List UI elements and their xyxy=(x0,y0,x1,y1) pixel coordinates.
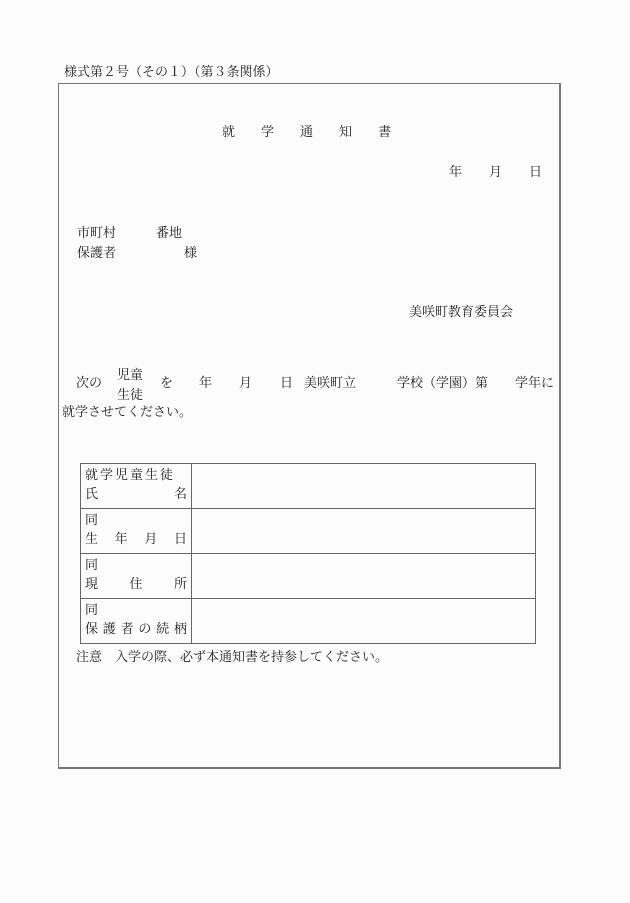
label-line2 xyxy=(85,575,187,594)
stack-student: 生徒 xyxy=(117,388,144,403)
student-name-field[interactable] xyxy=(192,464,536,509)
form-number-label: 様式第２号（その１）（第３条関係） xyxy=(64,65,279,80)
date-year: 年 xyxy=(449,165,463,180)
recipient-name xyxy=(77,247,197,260)
title-char: 就 xyxy=(222,125,236,140)
student-info-table xyxy=(80,463,536,644)
guardian-label: 保護者 xyxy=(77,246,117,261)
sentence-school-prefix: 美咲町立 xyxy=(304,376,357,391)
sentence-year: 年 xyxy=(199,376,213,391)
label-line2 xyxy=(85,485,187,504)
issuer: 美咲町教育委員会 xyxy=(409,305,514,320)
row-label xyxy=(81,554,192,599)
label-char: 年 xyxy=(114,532,128,547)
sentence-grade-suffix: 学年に xyxy=(515,376,555,391)
title-char: 通 xyxy=(300,125,314,140)
sentence-school-suffix: 学校（学園）第 xyxy=(397,376,489,391)
sentence-particle: を xyxy=(160,376,174,391)
label-line2 xyxy=(85,620,187,639)
table-row xyxy=(81,599,536,644)
address-municipality: 市町村 xyxy=(77,226,117,241)
stack-child: 児童 xyxy=(117,368,144,383)
label-char: 現 xyxy=(85,577,99,592)
label-char: 生 xyxy=(85,532,99,547)
table-row xyxy=(81,464,536,509)
date-month: 月 xyxy=(489,165,503,180)
title-char: 学 xyxy=(261,125,275,140)
guardian-relationship-field[interactable] xyxy=(192,599,536,644)
table-row xyxy=(81,509,536,554)
document-frame xyxy=(58,83,561,769)
title-char: 知 xyxy=(339,125,353,140)
label-char: 護 xyxy=(102,622,116,637)
date-day: 日 xyxy=(529,165,543,180)
label-char: 月 xyxy=(144,532,158,547)
row-label xyxy=(81,509,192,554)
issue-date xyxy=(449,166,569,179)
document-title xyxy=(222,126,417,139)
label-char: 住 xyxy=(129,577,143,592)
student-type-stack xyxy=(117,366,147,406)
label-char: 名 xyxy=(173,487,187,502)
label-line2 xyxy=(85,530,187,549)
label-char: の xyxy=(138,622,152,637)
label-char: 者 xyxy=(120,622,134,637)
birthdate-field[interactable] xyxy=(192,509,536,554)
sentence-line2: 就学させてください。 xyxy=(62,405,193,420)
address-lot: 番地 xyxy=(156,226,183,241)
sentence-day: 日 xyxy=(280,376,294,391)
sentence-month: 月 xyxy=(239,376,253,391)
honorific: 様 xyxy=(184,246,198,261)
label-char: 氏 xyxy=(85,487,99,502)
label-line1: 就学児童生徒 xyxy=(85,468,176,483)
table-row xyxy=(81,554,536,599)
label-char: 日 xyxy=(173,532,187,547)
label-char: 保 xyxy=(85,622,99,637)
row-label xyxy=(81,464,192,509)
address-field[interactable] xyxy=(192,554,536,599)
note-text: 注意 入学の際、必ず本通知書を持参してください。 xyxy=(76,650,389,665)
recipient-address xyxy=(77,227,182,240)
title-char: 書 xyxy=(378,125,392,140)
label-char: 所 xyxy=(173,577,187,592)
label-char: 柄 xyxy=(173,622,187,637)
sentence-prefix: 次の xyxy=(76,376,103,391)
row-label xyxy=(81,599,192,644)
label-char: 続 xyxy=(156,622,170,637)
label-line1: 同 xyxy=(85,603,99,618)
label-line1: 同 xyxy=(85,558,99,573)
label-line1: 同 xyxy=(85,513,99,528)
